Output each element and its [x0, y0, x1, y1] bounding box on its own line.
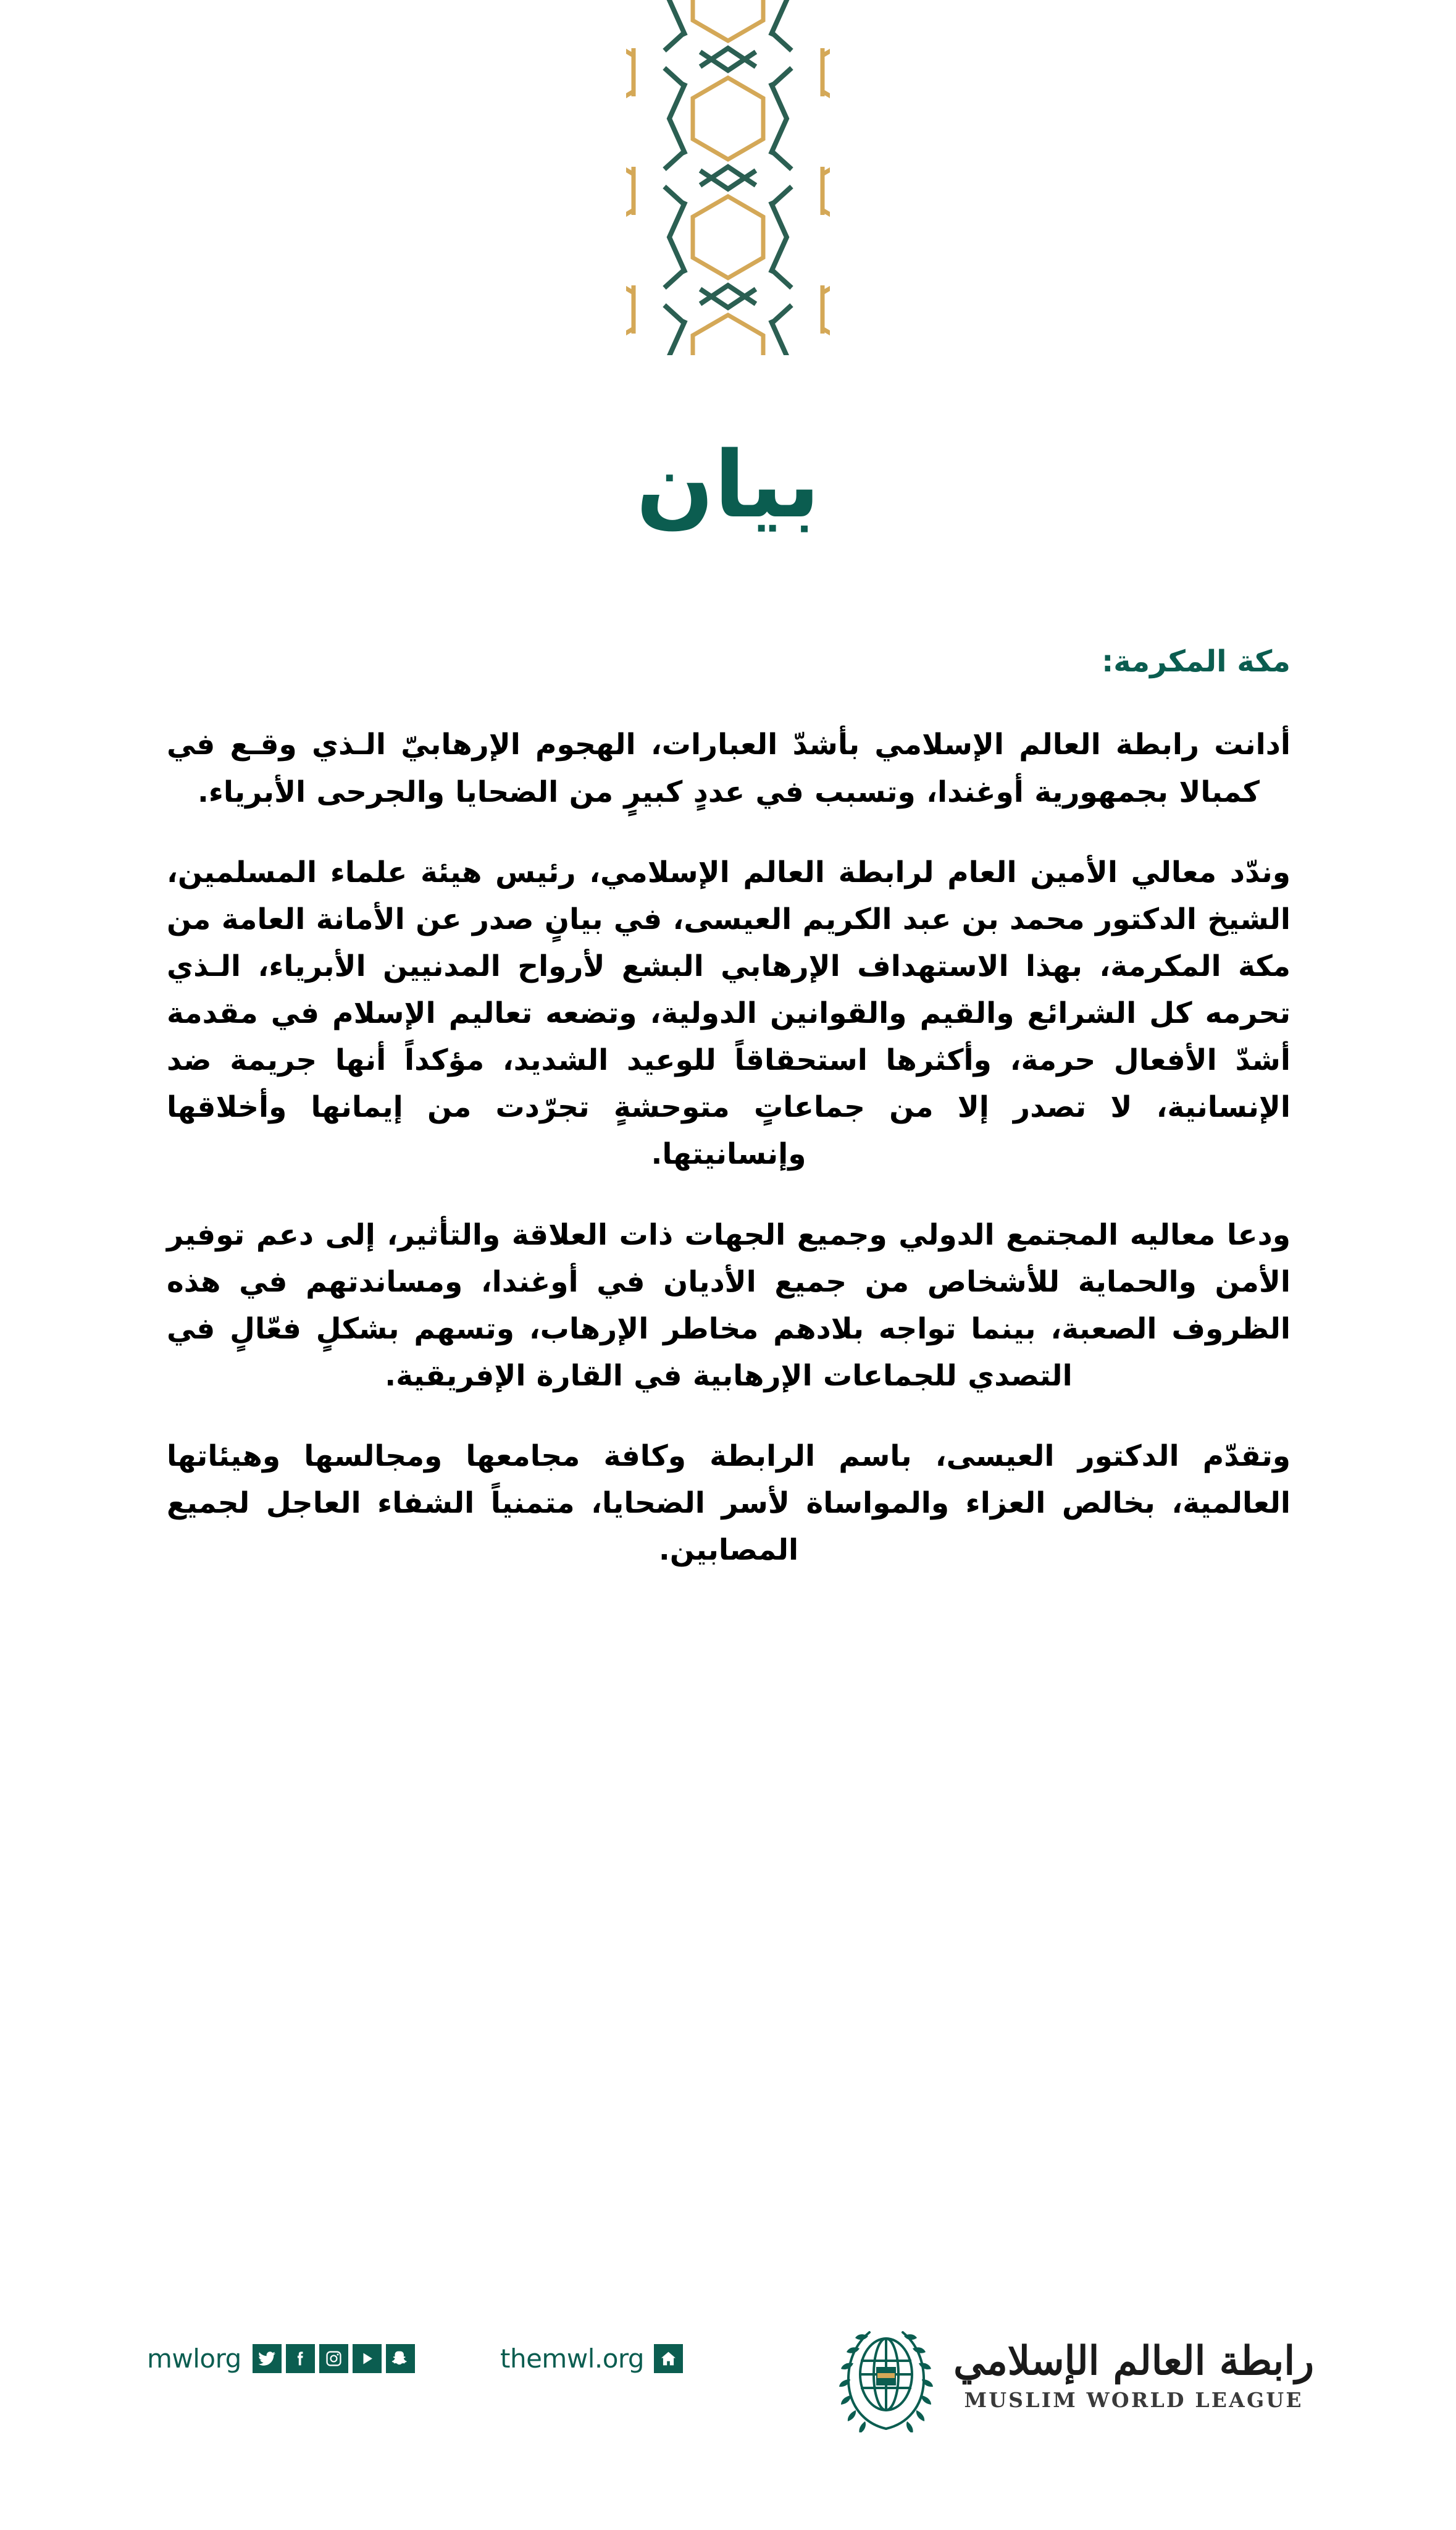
website-url: themwl.org [500, 2343, 645, 2374]
statement-paragraph: وندّد معالي الأمين العام لرابطة العالم الإسلامي، رئيس هيئة علماء المسلمين، الشيخ الدكتور محمد بن عبد الكريم العيسى، في بيانٍ صدر عن الأمانة العامة من مكة المكرمة، بهذا الاستهداف الإرهابي البشع لأرواح المدنيين الأبرياء، الـذي تحرمه كل الشرائع والقيم والقوانين الدولية، وتضعه تعاليم الإسلام في مقدمة أشدّ الأفعال حرمة، وأكثرها استحقاقاً للوعيد الشديد، مؤكداً أنها جريمة ضد الإنسانية، لا تصدر إلا من جماعاتٍ متوحشةٍ تجرّدت من إيمانها وأخلاقها وإنسانيتها. [167, 855, 1291, 1172]
header-ornament-band [0, 0, 1456, 355]
logo-wordmark [953, 2337, 1314, 2413]
logo-arabic-name: رابطة العالم الإسلامي [953, 2337, 1314, 2384]
home-icon[interactable] [654, 2344, 683, 2373]
statement-paragraph: وتقدّم الدكتور العيسى، باسم الرابطة وكافة مجامعها ومجالسها وهيئاتها العالمية، بخالص العزاء والمواساة لأسر الضحايا، متمنياً الشفاء العاجل لجميع المصابين. [167, 1439, 1291, 1568]
footer [0, 2320, 1456, 2444]
youtube-icon[interactable] [353, 2344, 382, 2373]
website-link-group [500, 2343, 683, 2374]
social-handle: mwlorg [147, 2343, 241, 2374]
instagram-icon[interactable] [319, 2344, 348, 2373]
social-icon-row [253, 2344, 415, 2373]
globe-wreath-emblem-icon [837, 2320, 935, 2432]
statement-paragraph: أدانت رابطة العالم الإسلامي بأشدّ العبارات، الهجوم الإرهابيّ الـذي وقـع في كمبالا بجمهورية أوغندا، وتسبب في عددٍ كبيرٍ من الضحايا والجرحى الأبرياء. [167, 728, 1291, 809]
mwl-logo [837, 2320, 1314, 2432]
social-links-group [147, 2343, 415, 2374]
statement-body [167, 642, 1291, 1574]
statement-paragraph: ودعا معاليه المجتمع الدولي وجميع الجهات ذات العلاقة والتأثير، إلى دعم توفير الأمن والحماية للأشخاص من جميع الأديان في أوغندا، ومساندتهم في هذه الظروف الصعبة، بينما تواجه بلادهم مخاطر الإرهاب، وتسهم بشكلٍ فعّالٍ في التصدي للجماعات الإرهابية في القارة الإفريقية. [167, 1217, 1291, 1393]
dateline: مكة المكرمة: [1102, 644, 1291, 679]
islamic-geometric-hexagon-pattern-icon [626, 0, 830, 355]
logo-latin-name: MUSLIM WORLD LEAGUE [964, 2388, 1303, 2413]
page-title: بيان [636, 432, 820, 539]
twitter-icon[interactable] [253, 2344, 282, 2373]
snapchat-icon[interactable] [386, 2344, 415, 2373]
facebook-icon[interactable] [286, 2344, 315, 2373]
